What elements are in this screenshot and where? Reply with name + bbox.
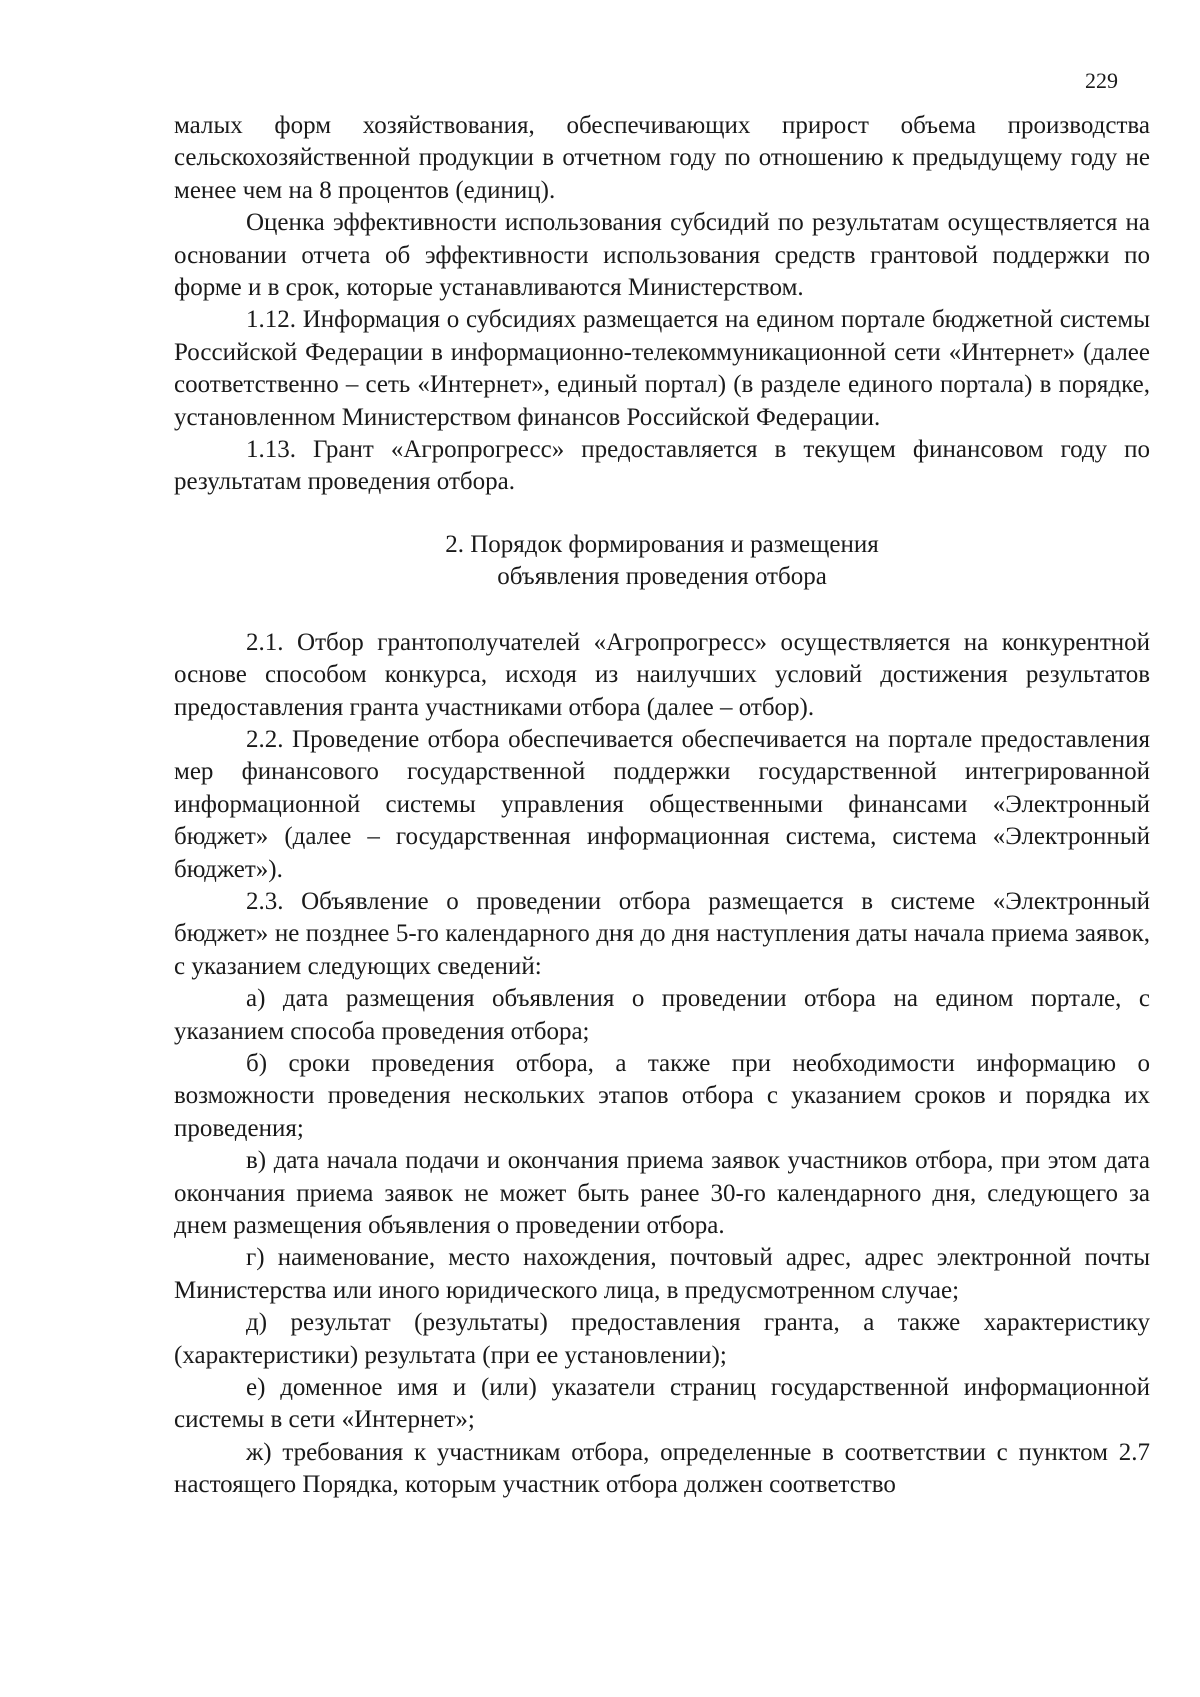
list-item-v: в) дата начала подачи и окончания приема заявок участников отбора, при этом дата окончания приема заявок не может быть ранее 30-го календарного дня, следующего за днем размещения объявления о проведении отбора. [174,1147,1150,1239]
list-item-b: б) сроки проведения отбора, а также при необходимости информацию о возможности проведения нескольких этапов отбора с указанием сроков и порядка их проведения; [174,1049,1150,1142]
page-number: 229 [1085,68,1118,93]
document-body [174,110,1150,1502]
list-item-zh: ж) требования к участникам отбора, определенные в соответствии с пунктом 2.7 настоящего Порядка, которым участник отбора должен соответство [174,1438,1150,1499]
list-item-g: г) наименование, место нахождения, почтовый адрес, адрес электронной почты Министерства или иного юридического лица, в предусмотренном случае; [174,1244,1150,1304]
paragraph-intro: малых форм хозяйствования, обеспечивающих прирост объема производства сельскохозяйственной продукции в отчетном году по отношению к предыдущему году не менее чем на 8 процентов (единиц). [174,112,1150,204]
list-item-a: а) дата размещения объявления о проведении отбора на едином портале, с указанием способа проведения отбора; [174,985,1150,1045]
paragraph-assessment: Оценка эффективности использования субсидий по результатам осуществляется на основании отчета об эффективности использования средств грантовой поддержки по форме и в срок, которые устанавливаются Министерством. [174,209,1150,302]
paragraph-2-2: 2.2. Проведение отбора обеспечивается обеспечивается на портале предоставления мер финансового государственной поддержки государственной интегрированной информационной системы управления общественными финансами «Электронный бюджет» (далее – государственная информационная система, система «Электронный бюджет»). [174,725,1150,883]
paragraph-1-12: 1.12. Информация о субсидиях размещается на едином портале бюджетной системы Российской Федерации в информационно-телекоммуникационной сети «Интернет» (далее соответственно – сеть «Интернет», единый портал) (в разделе единого портала) в порядке, установленном Министерством финансов Российской Федерации. [174,306,1150,431]
paragraph-1-13: 1.13. Грант «Агропрогресс» предоставляется в текущем финансовом году по результатам проведения отбора. [174,436,1150,496]
list-item-d: д) результат (результаты) предоставления гранта, а также характеристику (характеристики) результата (при ее установлении); [174,1309,1150,1369]
section-2-heading [174,529,1150,594]
paragraph-2-3: 2.3. Объявление о проведении отбора размещается в системе «Электронный бюджет» не позднее 5-го календарного дня до дня наступления даты начала приема заявок, с указанием следующих сведений: [174,887,1150,980]
section-2-heading-line-2: объявления проведения отбора [497,563,827,591]
section-2-heading-line-1: 2. Порядок формирования и размещения [445,530,879,558]
list-item-e: е) доменное имя и (или) указатели страниц государственной информационной системы в сети «Интернет»; [174,1374,1150,1434]
paragraph-2-1: 2.1. Отбор грантополучателей «Агропрогресс» осуществляется на конкурентной основе способом конкурса, исходя из наилучших условий достижения результатов предоставления гранта участниками отбора (далее – отбор). [174,628,1150,721]
